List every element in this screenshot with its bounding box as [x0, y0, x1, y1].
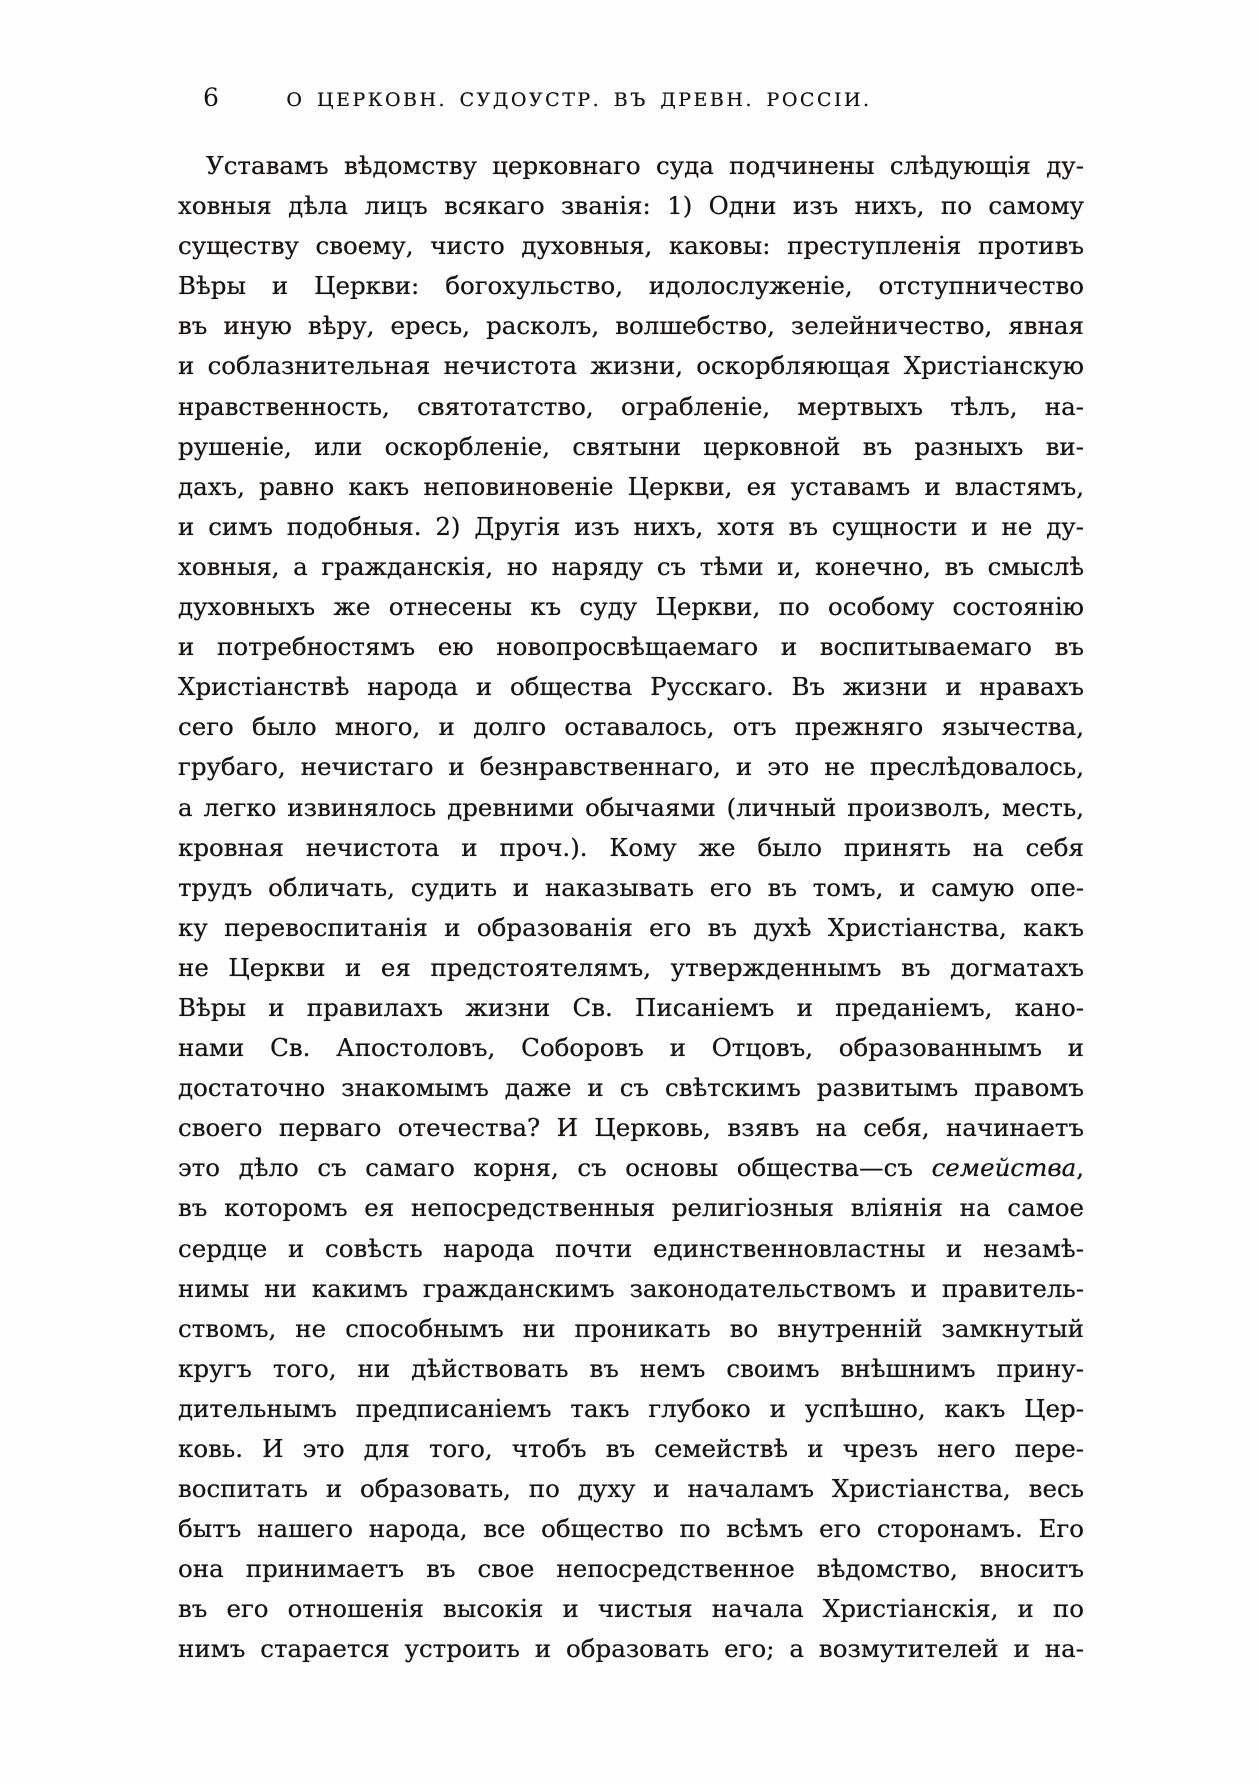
text-line — [178, 547, 1084, 587]
text-segment: ховныя, а гражданскія, но наряду съ тѣми и, конечно, въ смыслѣ — [178, 551, 1084, 581]
text-line — [178, 988, 1084, 1028]
text-line — [178, 1589, 1084, 1629]
text-line — [178, 346, 1084, 386]
running-header: О ЦЕРКОВН. СУДОУСТР. ВЪ ДРЕВН. РОССІИ. — [286, 89, 872, 111]
text-segment: дительнымъ предписаніемъ такъ глубоко и успѣшно, какъ Цер- — [178, 1393, 1084, 1423]
text-line — [178, 707, 1084, 747]
text-segment: Уставамъ вѣдомству церковнаго суда подчинены слѣдующія ду- — [206, 151, 1084, 180]
text-segment: нами Св. Апостоловъ, Соборовъ и Отцовъ, образованнымъ и — [178, 1033, 1084, 1063]
text-segment: , — [1076, 1153, 1084, 1183]
text-segment: она принимаетъ въ свое непосредственное вѣдомство, вноситъ — [178, 1554, 1084, 1584]
text-segment: и симъ подобныя. 2) Другія изъ нихъ, хотя въ сущности и не ду- — [178, 511, 1084, 541]
text-line — [178, 1229, 1084, 1269]
text-line — [178, 667, 1084, 707]
text-line — [178, 507, 1084, 547]
text-segment: не Церкви и ея предстоятелямъ, утвержденнымъ въ догматахъ — [178, 952, 1084, 982]
text-line — [178, 1549, 1084, 1589]
text-line — [178, 1188, 1084, 1228]
text-line — [178, 747, 1084, 787]
text-segment: ковь. И это для того, чтобъ въ семействѣ и чрезъ него пере- — [178, 1434, 1084, 1463]
text-line — [178, 828, 1084, 868]
text-segment: трудъ обличать, судить и наказывать его въ томъ, и самую опе- — [178, 872, 1084, 902]
text-line — [178, 1429, 1084, 1469]
text-segment: кровная нечистота и проч.). Кому же было принять на себя — [178, 832, 1084, 862]
text-segment: въ иную вѣру, ересь, расколъ, волшебство, зелейничество, явная — [178, 311, 1084, 341]
italic-text-segment: семейства — [931, 1153, 1077, 1183]
text-line — [178, 306, 1084, 346]
text-line — [178, 427, 1084, 467]
text-segment: дахъ, равно какъ неповиновеніе Церкви, ея уставамъ и властямъ, — [178, 471, 1084, 501]
text-segment: нимы ни какимъ гражданскимъ законодательствомъ и правитель- — [178, 1273, 1084, 1303]
text-line — [178, 1389, 1084, 1429]
text-segment: и потребностямъ ею новопросвѣщаемаго и воспитываемаго въ — [178, 632, 1084, 662]
text-line — [178, 1108, 1084, 1148]
text-line — [178, 1629, 1084, 1669]
text-line — [178, 387, 1084, 427]
text-line — [178, 146, 1084, 186]
text-segment: нравственность, святотатство, ограбленіе, мертвыхъ тѣлъ, на- — [178, 391, 1084, 421]
text-line — [178, 1148, 1084, 1188]
text-line — [178, 226, 1084, 266]
text-segment: существу своему, чисто духовныя, каковы: преступленія противъ — [178, 231, 1084, 261]
text-segment: нимъ старается устроить и образовать его; а возмутителей и на- — [178, 1634, 1084, 1664]
text-line — [178, 587, 1084, 627]
text-segment: своего перваго отечества? И Церковь, взявъ на себя, начинаетъ — [178, 1113, 1084, 1143]
text-segment: грубаго, нечистаго и безнравственнаго, и это не преслѣдовалось, — [178, 752, 1084, 782]
text-line — [178, 467, 1084, 507]
text-segment: достаточно знакомымъ даже и съ свѣтскимъ развитымъ правомъ — [178, 1073, 1084, 1103]
text-line — [178, 1349, 1084, 1389]
text-line — [178, 1068, 1084, 1108]
page-number: 6 — [203, 83, 219, 112]
body-text — [178, 146, 1084, 1670]
text-line — [178, 948, 1084, 988]
text-line — [178, 1269, 1084, 1309]
text-segment: бытъ нашего народа, все общество по всѣмъ его сторонамъ. Его — [178, 1514, 1084, 1544]
text-segment: въ его отношенія высокія и чистыя начала Христіанскія, и по — [178, 1594, 1084, 1624]
text-line — [178, 186, 1084, 226]
text-segment: воспитать и образовать, по духу и началамъ Христіанства, весь — [178, 1474, 1084, 1504]
text-line — [178, 788, 1084, 828]
text-line — [178, 1028, 1084, 1068]
text-segment: рушеніе, или оскорбленіе, святыни церковной въ разныхъ ви- — [178, 431, 1084, 461]
text-segment: Христіанствѣ народа и общества Русскаго. Въ жизни и нравахъ — [178, 672, 1084, 702]
text-segment: духовныхъ же отнесены къ суду Церкви, по особому состоянію — [178, 592, 1084, 622]
text-segment: сердце и совѣсть народа почти единственновластны и незамѣ- — [178, 1233, 1084, 1263]
text-line — [178, 266, 1084, 306]
text-segment: кругъ того, ни дѣйствовать въ немъ своимъ внѣшнимъ прину- — [178, 1353, 1084, 1383]
text-segment: ховныя дѣла лицъ всякаго званія: 1) Одни изъ нихъ, по самому — [178, 191, 1084, 221]
text-segment: Вѣры и правилахъ жизни Св. Писаніемъ и преданіемъ, кано- — [178, 992, 1084, 1022]
text-line — [178, 1509, 1084, 1549]
text-line — [178, 627, 1084, 667]
text-line — [178, 1309, 1084, 1349]
text-segment: а легко извинялось древними обычаями (личный произволъ, месть, — [178, 792, 1084, 822]
text-segment: и соблазнительная нечистота жизни, оскорбляющая Христіанскую — [178, 351, 1084, 381]
text-line — [178, 868, 1084, 908]
text-segment: ствомъ, не способнымъ ни проникать во внутренній замкнутый — [178, 1313, 1084, 1343]
text-segment: въ которомъ ея непосредственныя религіозныя вліянія на самое — [178, 1193, 1084, 1223]
text-segment: сего было много, и долго оставалось, отъ прежняго язычества, — [178, 712, 1084, 742]
text-segment: Вѣры и Церкви: богохульство, идолослуженіе, отступничество — [178, 271, 1084, 301]
text-segment: это дѣло съ самаго корня, съ основы общества—съ — [178, 1153, 932, 1183]
text-line — [178, 1469, 1084, 1509]
text-segment: ку перевоспитанія и образованія его въ духѣ Христіанства, какъ — [178, 912, 1084, 942]
text-line — [178, 908, 1084, 948]
